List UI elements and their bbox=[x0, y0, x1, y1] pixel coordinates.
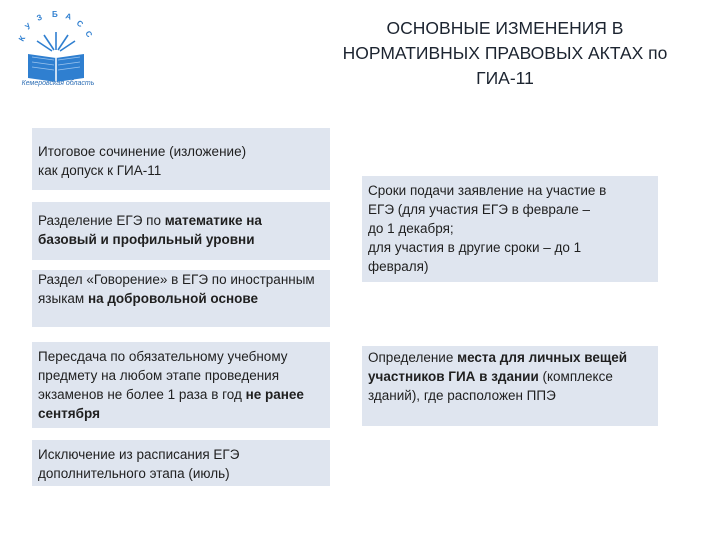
left-box-retake: Пересдача по обязательному учебному предмету на любом этапе проведения экзаменов не более 1 раза в год не ранее сентября bbox=[32, 342, 330, 428]
logo-caption: Кемеровская область bbox=[21, 80, 95, 87]
svg-text:З: З bbox=[35, 12, 44, 23]
left-box-schedule: Исключение из расписания ЕГЭ дополнительного этапа (июль) bbox=[32, 440, 330, 486]
svg-text:У: У bbox=[23, 21, 34, 32]
svg-text:С: С bbox=[83, 29, 94, 39]
logo-rays bbox=[37, 32, 75, 51]
svg-text:К: К bbox=[16, 34, 28, 43]
right-box-deadlines: Сроки подачи заявление на участие в ЕГЭ (для участия ЕГЭ в феврале – до 1 декабря; для участия в другие сроки – до 1 февраля) bbox=[362, 176, 658, 282]
left-box-essay: Итоговое сочинение (изложение) как допуск к ГИА-11 bbox=[32, 128, 330, 190]
page-title: ОСНОВНЫЕ ИЗМЕНЕНИЯ В НОРМАТИВНЫХ ПРАВОВЫХ АКТАХ по ГИА-11 bbox=[342, 18, 668, 88]
right-box-belongings: Определение места для личных вещей участников ГИА в здании (комплексе зданий), где расположен ППЭ bbox=[362, 346, 658, 426]
left-box-speaking: Раздел «Говорение» в ЕГЭ по иностранным языкам на добровольной основе bbox=[32, 270, 330, 327]
svg-text:Б: Б bbox=[52, 10, 58, 19]
svg-text:С: С bbox=[74, 18, 85, 30]
svg-text:А: А bbox=[64, 11, 73, 22]
left-box-math: Разделение ЕГЭ по математике на базовый и профильный уровни bbox=[32, 202, 330, 260]
